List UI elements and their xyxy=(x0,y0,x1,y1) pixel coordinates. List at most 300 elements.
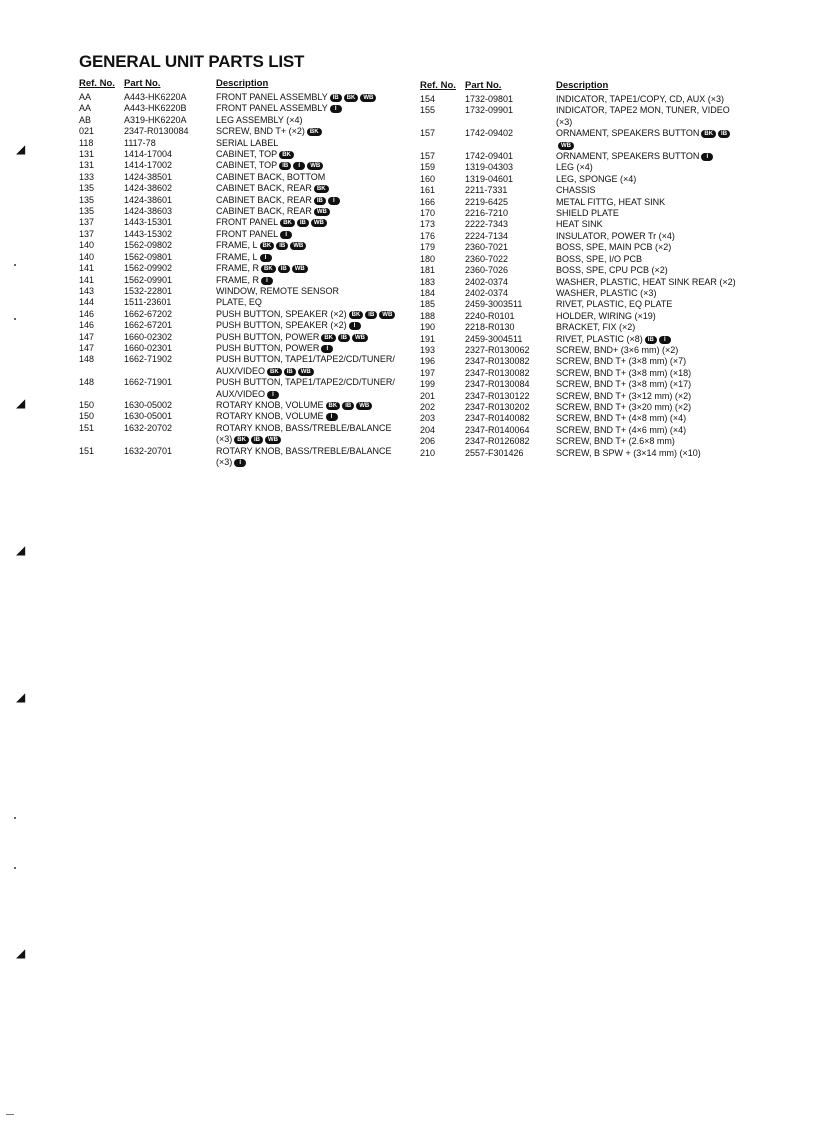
description-cell xyxy=(556,322,746,333)
table-row xyxy=(420,197,750,208)
part-no-cell: 1630-05002 xyxy=(124,399,173,410)
version-badge: WB xyxy=(307,162,323,170)
description-cell xyxy=(216,354,406,377)
version-badge: WB xyxy=(298,368,314,376)
ref-no-cell: 191 xyxy=(420,333,436,344)
part-no-cell: 1443-15301 xyxy=(124,217,173,228)
description-text: FRAME, R xyxy=(216,263,260,274)
table-row xyxy=(420,219,750,230)
part-no-cell: 2222-7343 xyxy=(465,219,509,230)
revision-mark-icon: ◢ xyxy=(16,396,26,410)
table-row xyxy=(420,128,750,151)
description-cell xyxy=(216,183,406,194)
version-badge: BK xyxy=(260,242,275,250)
description-cell xyxy=(216,263,406,274)
version-badge: BK xyxy=(349,311,364,319)
version-badge: WB xyxy=(356,402,372,410)
table-row xyxy=(79,275,409,286)
table-row xyxy=(79,332,409,343)
table-row xyxy=(79,138,409,149)
version-badge: WB xyxy=(352,334,368,342)
description-cell xyxy=(216,411,406,422)
version-badge: WB xyxy=(314,208,330,216)
ref-no-cell: 151 xyxy=(79,445,95,456)
description-cell xyxy=(556,128,746,151)
part-no-cell: 1424-38603 xyxy=(124,206,173,217)
version-badge: IB xyxy=(279,162,291,170)
ref-no-cell: 021 xyxy=(79,126,95,137)
version-badge: I xyxy=(349,322,361,330)
description-text: ORNAMENT, SPEAKERS BUTTON xyxy=(556,128,700,139)
table-row xyxy=(79,195,409,206)
version-badge: I xyxy=(280,231,292,239)
description-cell xyxy=(556,379,746,390)
part-no-cell: 2218-R0130 xyxy=(465,322,515,333)
table-row xyxy=(420,402,750,413)
description-text: SCREW, BND T+ (3×8 mm) (×7) xyxy=(556,356,687,367)
part-no-cell: 1562-09901 xyxy=(124,274,173,285)
revision-mark-icon: ◢ xyxy=(16,946,26,960)
description-text: BOSS, SPE, I/O PCB xyxy=(556,253,643,264)
description-cell xyxy=(216,103,406,114)
part-no-cell: 1732-09801 xyxy=(465,94,514,104)
description-cell xyxy=(216,309,406,320)
ref-no-cell: 179 xyxy=(420,242,436,253)
description-text: CABINET, TOP xyxy=(216,149,278,160)
version-badge: I xyxy=(234,459,246,467)
description-cell xyxy=(216,252,406,263)
description-cell xyxy=(556,368,746,379)
table-row xyxy=(420,413,750,424)
description-text: FRAME, L xyxy=(216,240,258,251)
description-cell xyxy=(216,320,406,331)
version-badge: WB xyxy=(290,242,306,250)
table-row xyxy=(420,162,750,173)
ref-no-cell: 185 xyxy=(420,299,436,310)
ref-no-cell: 146 xyxy=(79,320,95,331)
table-row xyxy=(420,94,750,105)
parts-rows-left xyxy=(79,92,409,468)
part-no-cell: 2211-7331 xyxy=(465,185,508,196)
description-text: ROTARY KNOB, VOLUME xyxy=(216,411,324,422)
part-no-cell: 2402-0374 xyxy=(465,287,509,298)
ref-no-cell: 137 xyxy=(79,228,95,239)
ref-no-cell: 188 xyxy=(420,310,436,321)
ref-no-cell: AA xyxy=(79,92,92,102)
version-badge: BK xyxy=(234,436,249,444)
part-no-cell: 1630-05001 xyxy=(124,411,173,422)
ref-no-cell: 154 xyxy=(420,94,436,104)
part-no-cell: 2459-3003511 xyxy=(465,299,523,310)
version-badge: WB xyxy=(311,219,327,227)
description-text: ORNAMENT, SPEAKERS BUTTON xyxy=(556,151,700,162)
table-row xyxy=(79,92,409,103)
ref-no-cell: 148 xyxy=(79,354,95,365)
part-no-cell: 1414-17004 xyxy=(124,149,173,160)
description-text: METAL FITTG, HEAT SINK xyxy=(556,196,666,207)
part-no-cell: 2216-7210 xyxy=(465,208,509,219)
ref-no-cell: 140 xyxy=(79,240,95,251)
table-row xyxy=(79,411,409,422)
description-text: FRAME, R xyxy=(216,274,260,285)
ref-no-cell: 131 xyxy=(79,160,95,171)
ref-no-cell: 166 xyxy=(420,196,436,207)
description-cell xyxy=(556,448,746,459)
table-row xyxy=(79,446,409,469)
ref-no-cell: 135 xyxy=(79,183,95,194)
table-row xyxy=(79,183,409,194)
ref-no-cell: 170 xyxy=(420,208,436,219)
table-row xyxy=(79,343,409,354)
version-badge: I xyxy=(326,413,338,421)
revision-mark-icon: ◢ xyxy=(16,543,26,557)
ref-no-cell: 148 xyxy=(79,377,95,388)
parts-table-right xyxy=(420,80,750,459)
table-row xyxy=(79,172,409,183)
ref-no-cell: 193 xyxy=(420,344,436,355)
part-no-cell: 1662-67202 xyxy=(124,308,173,319)
table-row xyxy=(79,229,409,240)
table-row xyxy=(79,354,409,377)
ref-no-cell: 159 xyxy=(420,162,436,173)
version-badge: IB xyxy=(365,311,377,319)
description-cell xyxy=(556,436,746,447)
ref-no-cell: 157 xyxy=(420,128,436,139)
part-no-cell: A443-HK6220A xyxy=(124,92,187,102)
version-badge: BK xyxy=(280,219,295,227)
version-badge: BK xyxy=(267,368,282,376)
description-cell xyxy=(216,400,406,411)
description-text: WASHER, PLASTIC (×3) xyxy=(556,287,657,298)
part-no-cell: 2360-7021 xyxy=(465,242,509,253)
table-row xyxy=(420,345,750,356)
scan-dot xyxy=(14,867,16,869)
description-text: INSULATOR, POWER Tr (×4) xyxy=(556,230,675,241)
description-text: INDICATOR, TAPE1/COPY, CD, AUX (×3) xyxy=(556,94,724,104)
part-no-cell: 1732-09901 xyxy=(465,105,514,116)
ref-no-cell: 196 xyxy=(420,356,436,367)
description-text: FRAME, L xyxy=(216,251,258,262)
ref-no-cell: 204 xyxy=(420,424,436,435)
ref-no-cell: 181 xyxy=(420,265,436,276)
table-header xyxy=(79,78,409,92)
header-description: Description xyxy=(216,78,269,89)
version-badge: BK xyxy=(307,128,322,136)
version-badge: I xyxy=(659,336,671,344)
description-cell xyxy=(216,275,406,286)
table-row xyxy=(79,103,409,114)
table-row xyxy=(79,377,409,400)
table-row xyxy=(420,448,750,459)
version-badge: I xyxy=(701,153,713,161)
description-text: SCREW, BND T+ (3×12 mm) (×2) xyxy=(556,390,692,401)
description-text: WINDOW, REMOTE SENSOR xyxy=(216,285,340,296)
description-text: PUSH BUTTON, SPEAKER (×2) xyxy=(216,320,347,331)
part-no-cell: 1660-02301 xyxy=(124,342,173,353)
version-badge: BK xyxy=(261,265,276,273)
description-cell xyxy=(216,217,406,228)
description-cell xyxy=(556,288,746,299)
description-cell xyxy=(556,402,746,413)
ref-no-cell: 118 xyxy=(79,137,94,148)
part-no-cell: 2347-R0130082 xyxy=(465,367,530,378)
description-cell xyxy=(556,208,746,219)
version-badge: BK xyxy=(321,334,336,342)
ref-no-cell: 135 xyxy=(79,206,95,217)
description-text: SCREW, B SPW + (3×14 mm) (×10) xyxy=(556,447,701,458)
description-text: CABINET BACK, BOTTOM xyxy=(216,171,326,182)
part-no-cell: 2347-R0130122 xyxy=(465,390,530,401)
page-edge-mark xyxy=(6,1114,14,1115)
description-text: SERIAL LABEL xyxy=(216,137,279,148)
part-no-cell: 2347-R0140082 xyxy=(465,413,530,424)
ref-no-cell: 173 xyxy=(420,219,436,230)
ref-no-cell: 197 xyxy=(420,367,436,378)
description-cell xyxy=(556,334,746,345)
ref-no-cell: 131 xyxy=(79,149,95,160)
ref-no-cell: 137 xyxy=(79,217,95,228)
table-row xyxy=(79,240,409,251)
ref-no-cell: 202 xyxy=(420,401,436,412)
table-row xyxy=(420,174,750,185)
part-no-cell: 1742-09401 xyxy=(465,151,514,162)
ref-no-cell: 143 xyxy=(79,285,95,296)
description-cell xyxy=(556,311,746,322)
version-badge: BK xyxy=(701,130,716,138)
table-row xyxy=(420,277,750,288)
part-no-cell: 1662-71902 xyxy=(124,354,173,365)
table-row xyxy=(420,356,750,367)
ref-no-cell: 144 xyxy=(79,297,95,308)
part-no-cell: A319-HK6220A xyxy=(124,114,187,125)
description-cell xyxy=(556,162,746,173)
version-badge: I xyxy=(321,345,333,353)
ref-no-cell: 176 xyxy=(420,230,436,241)
description-text: ROTARY KNOB, BASS/TREBLE/BALANCE (×3) xyxy=(216,445,392,467)
table-row xyxy=(79,115,409,126)
description-cell xyxy=(556,391,746,402)
description-cell xyxy=(216,240,406,251)
ref-no-cell: 151 xyxy=(79,422,95,433)
part-no-cell: 2327-R0130062 xyxy=(465,344,530,355)
version-badge: I xyxy=(330,105,342,113)
table-row xyxy=(79,252,409,263)
description-cell xyxy=(216,160,406,171)
description-cell xyxy=(556,242,746,253)
description-cell xyxy=(216,229,406,240)
version-badge: IB xyxy=(314,197,326,205)
table-header xyxy=(420,80,750,94)
table-row xyxy=(79,297,409,308)
description-cell xyxy=(556,174,746,185)
description-cell xyxy=(556,219,746,230)
description-text: PUSH BUTTON, POWER xyxy=(216,331,320,342)
version-badge: IB xyxy=(251,436,263,444)
part-no-cell: 2347-R0126082 xyxy=(465,436,530,447)
part-no-cell: 1424-38501 xyxy=(124,171,173,182)
part-no-cell: 1424-38602 xyxy=(124,183,173,194)
version-badge: BK xyxy=(279,151,294,159)
ref-no-cell: 150 xyxy=(79,411,95,422)
table-row xyxy=(79,400,409,411)
table-row xyxy=(79,423,409,446)
table-row xyxy=(420,231,750,242)
version-badge: I xyxy=(261,277,273,285)
table-row xyxy=(420,288,750,299)
part-no-cell: 1319-04303 xyxy=(465,162,514,173)
table-row xyxy=(420,391,750,402)
description-cell xyxy=(556,197,746,208)
part-no-cell: 1660-02302 xyxy=(124,331,173,342)
description-text: LEG (×4) xyxy=(556,162,593,173)
table-row xyxy=(420,151,750,162)
table-row xyxy=(79,309,409,320)
ref-no-cell: 135 xyxy=(79,194,95,205)
version-badge: BK xyxy=(326,402,341,410)
table-row xyxy=(420,311,750,322)
table-row xyxy=(420,254,750,265)
description-text: LEG, SPONGE (×4) xyxy=(556,173,637,184)
table-row xyxy=(420,322,750,333)
description-cell xyxy=(216,446,406,469)
description-text: FRONT PANEL ASSEMBLY xyxy=(216,92,328,102)
ref-no-cell: AA xyxy=(79,103,92,114)
description-cell xyxy=(556,356,746,367)
description-cell xyxy=(216,115,406,126)
part-no-cell: 1532-22801 xyxy=(124,285,173,296)
version-badge: WB xyxy=(265,436,281,444)
table-row xyxy=(420,436,750,447)
description-cell xyxy=(216,377,406,400)
table-row xyxy=(420,265,750,276)
description-cell xyxy=(216,172,406,183)
part-no-cell: 1511-23601 xyxy=(124,297,172,308)
table-row xyxy=(79,286,409,297)
table-row xyxy=(420,379,750,390)
part-no-cell: 2360-7022 xyxy=(465,253,509,264)
description-text: FRONT PANEL xyxy=(216,217,279,228)
ref-no-cell: 160 xyxy=(420,173,436,184)
part-no-cell: 1562-09802 xyxy=(124,240,173,251)
version-badge: WB xyxy=(360,94,376,102)
description-text: WASHER, PLASTIC, HEAT SINK REAR (×2) xyxy=(556,276,736,287)
ref-no-cell: 141 xyxy=(79,274,95,285)
description-cell xyxy=(556,94,746,105)
table-row xyxy=(420,105,750,128)
description-cell xyxy=(216,149,406,160)
description-cell xyxy=(556,231,746,242)
version-badge: IB xyxy=(342,402,354,410)
ref-no-cell: 140 xyxy=(79,251,95,262)
version-badge: I xyxy=(293,162,305,170)
part-no-cell: 2219-6425 xyxy=(465,196,509,207)
ref-no-cell: 147 xyxy=(79,342,95,353)
part-no-cell: 2347-R0130084 xyxy=(465,379,530,390)
ref-no-cell: 206 xyxy=(420,436,436,447)
header-description: Description xyxy=(556,80,609,91)
part-no-cell: 1742-09402 xyxy=(465,128,514,139)
scan-dot xyxy=(14,264,16,266)
ref-no-cell: 146 xyxy=(79,308,95,319)
description-cell xyxy=(556,185,746,196)
ref-no-cell: 157 xyxy=(420,151,436,162)
part-no-cell: 2347-R0130202 xyxy=(465,401,530,412)
ref-no-cell: AB xyxy=(79,114,92,125)
parts-rows-right xyxy=(420,94,750,459)
part-no-cell: 1562-09902 xyxy=(124,263,173,274)
ref-no-cell: 155 xyxy=(420,105,436,116)
table-row xyxy=(420,425,750,436)
description-cell xyxy=(216,332,406,343)
ref-no-cell: 203 xyxy=(420,413,436,424)
description-cell xyxy=(556,345,746,356)
description-cell xyxy=(556,265,746,276)
version-badge: IB xyxy=(278,265,290,273)
parts-table-left xyxy=(79,78,409,468)
scan-dot xyxy=(14,318,16,320)
description-text: CABINET BACK, REAR xyxy=(216,183,312,194)
ref-no-cell: 184 xyxy=(420,287,436,298)
part-no-cell: 1562-09801 xyxy=(124,251,173,262)
table-row xyxy=(79,217,409,228)
description-text: INDICATOR, TAPE2 MON, TUNER, VIDEO (×3) xyxy=(556,105,730,127)
ref-no-cell: 180 xyxy=(420,253,436,264)
description-text: PLATE, EQ xyxy=(216,297,262,308)
part-no-cell: 1117-78 xyxy=(124,137,156,148)
ref-no-cell: 133 xyxy=(79,171,95,182)
part-no-cell: 1662-71901 xyxy=(124,377,173,388)
table-row xyxy=(79,320,409,331)
description-cell xyxy=(216,138,406,149)
page-title: GENERAL UNIT PARTS LIST xyxy=(79,52,305,71)
revision-mark-icon: ◢ xyxy=(16,690,26,704)
description-text: PUSH BUTTON, TAPE1/TAPE2/CD/TUNER/ AUX/VIDEO xyxy=(216,377,395,399)
version-badge: I xyxy=(328,197,340,205)
description-text: SCREW, BND T+ (3×20 mm) (×2) xyxy=(556,401,692,412)
part-no-cell: 1662-67201 xyxy=(124,320,173,331)
version-badge: IB xyxy=(297,219,309,227)
description-text: SCREW, BND T+ (2.6×8 mm) xyxy=(556,436,675,447)
description-text: HEAT SINK xyxy=(556,219,603,230)
description-text: SCREW, BND+ (3×6 mm) (×2) xyxy=(556,344,679,355)
table-row xyxy=(420,185,750,196)
description-cell xyxy=(556,425,746,436)
description-cell xyxy=(216,195,406,206)
version-badge: WB xyxy=(379,311,395,319)
description-text: SCREW, BND T+ (3×8 mm) (×17) xyxy=(556,379,692,390)
description-cell xyxy=(216,126,406,137)
version-badge: IB xyxy=(330,94,342,102)
part-no-cell: 2459-3004511 xyxy=(465,333,523,344)
ref-no-cell: 147 xyxy=(79,331,95,342)
description-text: RIVET, PLASTIC, EQ PLATE xyxy=(556,299,673,310)
ref-no-cell: 161 xyxy=(420,185,436,196)
description-cell xyxy=(216,343,406,354)
table-row xyxy=(79,160,409,171)
description-text: SCREW, BND T+ (3×8 mm) (×18) xyxy=(556,367,692,378)
ref-no-cell: 190 xyxy=(420,322,436,333)
table-row xyxy=(79,263,409,274)
part-no-cell: 1319-04601 xyxy=(465,173,514,184)
revision-mark-icon: ◢ xyxy=(16,142,26,156)
version-badge: I xyxy=(260,254,272,262)
header-part-no: Part No. xyxy=(124,78,161,89)
table-row xyxy=(420,299,750,310)
header-ref-no: Ref. No. xyxy=(420,80,456,91)
description-cell xyxy=(216,92,406,103)
part-no-cell: 2224-7134 xyxy=(465,230,509,241)
description-text: SCREW, BND T+ (4×8 mm) (×4) xyxy=(556,413,687,424)
